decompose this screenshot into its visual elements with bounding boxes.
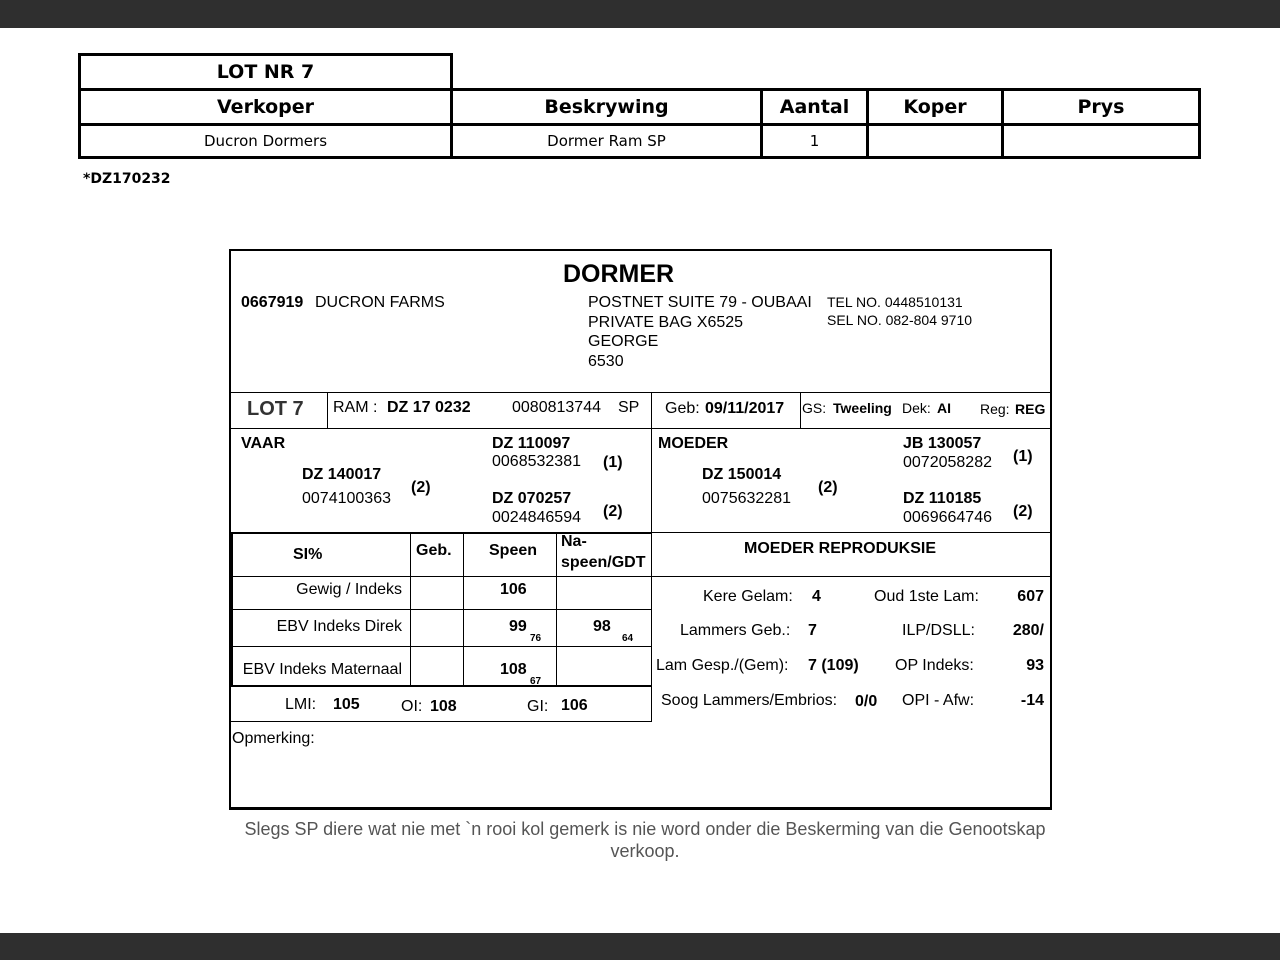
op-value: 93 (1026, 657, 1044, 674)
moeder-granddam-number: 0069664746 (903, 509, 992, 526)
certificate-card (229, 249, 1052, 810)
ram-label: RAM : (333, 399, 378, 416)
vaar-grandsire-class: (1) (603, 454, 623, 471)
dz-code: *DZ170232 (83, 171, 171, 187)
oud-label: Oud 1ste Lam: (874, 588, 979, 605)
divider (327, 392, 328, 428)
address-line-4: 6530 (588, 353, 624, 370)
dam-id: DZ 150014 (702, 466, 782, 483)
moeder-label: MOEDER (658, 435, 729, 452)
si-row-label: EBV Indeks Direk (276, 618, 402, 635)
cell-prys (1001, 123, 1201, 159)
bottom-bar (0, 933, 1280, 960)
cell-aantal: 1 (760, 123, 869, 159)
dek-value: AI (937, 400, 951, 416)
lmi-label: LMI: (285, 696, 317, 713)
header-prys: Prys (1001, 88, 1201, 126)
remark-label: Opmerking: (232, 730, 315, 747)
vaar-label: VAAR (241, 435, 286, 452)
si-value: 106 (500, 581, 527, 598)
si-accuracy: 76 (530, 633, 542, 644)
moeder-grandsire-number: 0072058282 (903, 454, 992, 471)
lot-number-cell: LOT NR 7 (78, 53, 453, 91)
si-value: 99 (509, 618, 527, 635)
birth-label: Geb: (665, 400, 700, 417)
divider (231, 428, 1050, 429)
divider (800, 392, 801, 428)
header-verkoper: Verkoper (78, 88, 453, 126)
divider (410, 532, 411, 686)
si-row-label: EBV Indeks Maternaal (242, 661, 402, 678)
divider (231, 685, 652, 687)
gs-value: Tweeling (833, 400, 892, 416)
divider (231, 721, 652, 722)
vaar-grandsire-id: DZ 110097 (492, 435, 571, 452)
divider (463, 532, 464, 686)
ilp-value: 280/ (1012, 622, 1044, 639)
footnote: Slegs SP diere wat nie met `n rooi kol gemerk is nie word onder die Beskerming van die Genootskap verkoop. (244, 819, 1046, 861)
divider (231, 532, 652, 534)
oud-value: 607 (1017, 588, 1044, 605)
lot-table (78, 53, 1201, 159)
soog-label: Soog Lammers/Embrios: (661, 692, 838, 709)
moeder-granddam-class: (2) (1013, 503, 1033, 520)
sire-class: (2) (411, 479, 431, 496)
si-col-naspeen-gdt: speen/GDT (561, 554, 646, 571)
divider (231, 609, 652, 610)
lot-label: LOT 7 (247, 398, 304, 420)
kere-label: Kere Gelam: (703, 588, 793, 605)
divider (231, 576, 1050, 577)
si-accuracy: 64 (622, 633, 634, 644)
si-col-geb: Geb. (416, 542, 452, 559)
gi-label: GI: (527, 698, 549, 715)
owner-code: 0667919 (241, 294, 304, 311)
oi-label: OI: (401, 698, 423, 715)
oi-value: 108 (430, 698, 457, 715)
breed-title: DORMER (563, 260, 675, 288)
moeder-granddam-id: DZ 110185 (903, 490, 982, 507)
cell-beskrywing: Dormer Ram SP (450, 123, 763, 159)
ilp-label: ILP/DSLL: (902, 622, 975, 639)
lammers-value: 7 (808, 622, 817, 639)
divider (231, 646, 652, 647)
address-line-3: GEORGE (588, 333, 659, 350)
farm-name: DUCRON FARMS (315, 294, 445, 311)
si-col-speen: Speen (489, 542, 538, 559)
moeder-grandsire-class: (1) (1013, 448, 1033, 465)
dek-label: Dek: (902, 400, 931, 416)
si-header: SI% (293, 546, 323, 563)
address-line-2: PRIVATE BAG X6525 (588, 314, 744, 331)
si-accuracy: 67 (530, 676, 542, 687)
gs-label: GS: (802, 400, 827, 416)
vaar-granddam-number: 0024846594 (492, 509, 581, 526)
header-koper: Koper (866, 88, 1004, 126)
header-beskrywing: Beskrywing (450, 88, 763, 126)
ram-class: SP (618, 399, 640, 416)
vaar-grandsire-number: 0068532381 (492, 453, 581, 470)
ram-reg-number: 0080813744 (512, 399, 601, 416)
tel-number: TEL NO. 0448510131 (827, 294, 963, 310)
vaar-granddam-class: (2) (603, 503, 623, 520)
lmi-value: 105 (333, 696, 360, 713)
divider (651, 392, 652, 722)
soog-value: 0/0 (855, 693, 878, 710)
address-line-1: POSTNET SUITE 79 - OUBAAI (588, 294, 812, 311)
divider (231, 392, 1050, 393)
si-col-naspeen: Na- (561, 533, 587, 550)
sel-number: SEL NO. 082-804 9710 (827, 312, 973, 328)
reg-value: REG (1015, 401, 1046, 417)
kere-value: 4 (812, 588, 821, 605)
divider (556, 532, 557, 686)
dam-number: 0075632281 (702, 490, 791, 507)
sire-number: 0074100363 (302, 490, 391, 507)
opi-value: -14 (1020, 692, 1044, 709)
lammers-label: Lammers Geb.: (680, 622, 791, 639)
top-bar (0, 0, 1280, 28)
dam-class: (2) (818, 479, 838, 496)
sire-id: DZ 140017 (302, 466, 382, 483)
birth-date: 09/11/2017 (705, 400, 785, 417)
vaar-granddam-id: DZ 070257 (492, 490, 572, 507)
op-label: OP Indeks: (895, 657, 974, 674)
cell-verkoper: Ducron Dormers (78, 123, 453, 159)
gesp-label: Lam Gesp./(Gem): (656, 657, 789, 674)
si-value: 98 (593, 618, 611, 635)
gi-value: 106 (561, 697, 588, 714)
gesp-value: 7 (109) (808, 657, 859, 674)
cell-koper (866, 123, 1004, 159)
divider (652, 532, 1050, 533)
ram-id: DZ 17 0232 (387, 399, 471, 416)
si-row-label: Gewig / Indeks (296, 581, 402, 598)
reg-label: Reg: (980, 401, 1010, 417)
si-value: 108 (500, 661, 527, 678)
repro-title: MOEDER REPRODUKSIE (744, 540, 937, 557)
header-aantal: Aantal (760, 88, 869, 126)
divider (231, 532, 233, 686)
opi-label: OPI - Afw: (902, 692, 975, 709)
moeder-grandsire-id: JB 130057 (903, 435, 982, 452)
